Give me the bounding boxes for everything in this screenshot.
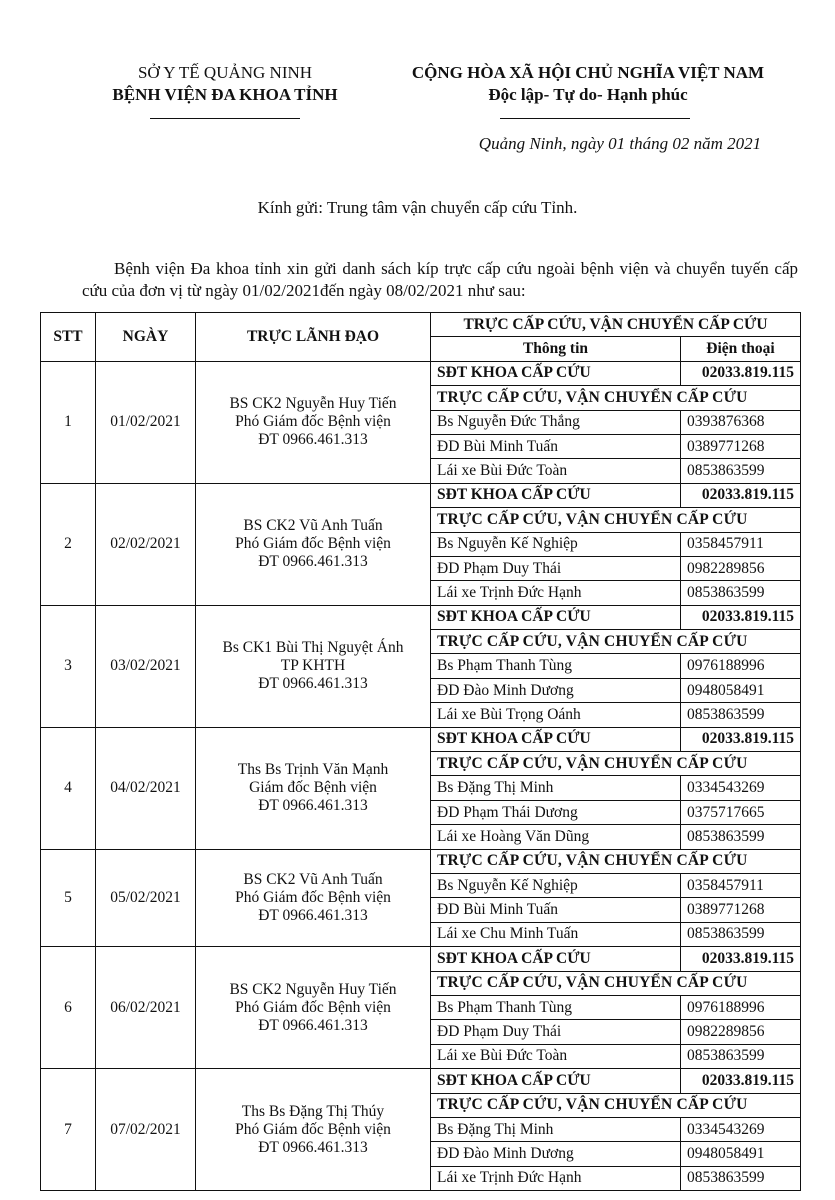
- table-row: [41, 605, 801, 629]
- leader-line: ĐT 0966.461.313: [258, 553, 368, 571]
- member-phone: 0334543269: [681, 776, 801, 800]
- header-date: NGÀY: [96, 313, 196, 362]
- team-label: TRỰC CẤP CỨU, VẬN CHUYỂN CẤP CỨU: [431, 508, 801, 532]
- member-name: Bs Đặng Thị Minh: [431, 776, 681, 800]
- row-stt: 6: [41, 947, 96, 1069]
- member-name: Lái xe Hoàng Văn Dũng: [431, 825, 681, 849]
- row-leader: [196, 1069, 431, 1191]
- row-date: 06/02/2021: [96, 947, 196, 1069]
- table-row: [41, 1069, 801, 1093]
- member-phone: 0389771268: [681, 434, 801, 458]
- row-stt: 4: [41, 727, 96, 849]
- leader-line: BS CK2 Vũ Anh Tuấn: [243, 870, 383, 888]
- national-header: [378, 62, 798, 106]
- member-name: Lái xe Bùi Đức Toàn: [431, 1044, 681, 1068]
- sdt-number: 02033.819.115: [681, 361, 801, 385]
- member-name: Lái xe Bùi Trọng Oánh: [431, 703, 681, 727]
- member-name: Lái xe Bùi Đức Toàn: [431, 459, 681, 483]
- leader-line: Phó Giám đốc Bệnh viện: [235, 998, 391, 1016]
- leader-line: Bs CK1 Bùi Thị Nguyệt Ánh: [222, 639, 404, 657]
- team-label: TRỰC CẤP CỨU, VẬN CHUYỂN CẤP CỨU: [431, 630, 801, 654]
- member-name: Bs Đặng Thị Minh: [431, 1117, 681, 1141]
- leader-line: ĐT 0966.461.313: [258, 1138, 368, 1156]
- member-name: ĐD Đào Minh Dương: [431, 1142, 681, 1166]
- leader-line: ĐT 0966.461.313: [258, 675, 368, 693]
- leader-line: Ths Bs Đặng Thị Thúy: [241, 1102, 385, 1120]
- member-phone: 0853863599: [681, 1166, 801, 1190]
- member-phone: 0853863599: [681, 459, 801, 483]
- header-info: Thông tin: [431, 337, 681, 361]
- member-name: ĐD Đào Minh Dương: [431, 678, 681, 702]
- row-date: 07/02/2021: [96, 1069, 196, 1191]
- duty-schedule-table: [40, 312, 801, 1191]
- agency-hospital: BỆNH VIỆN ĐA KHOA TỈNH: [112, 85, 338, 104]
- agency-department: SỞ Y TẾ QUẢNG NINH: [137, 63, 313, 82]
- member-name: Bs Phạm Thanh Tùng: [431, 654, 681, 678]
- sdt-label: SĐT KHOA CẤP CỨU: [431, 1069, 681, 1093]
- leader-line: Phó Giám đốc Bệnh viện: [235, 535, 391, 553]
- member-phone: 0393876368: [681, 410, 801, 434]
- leader-line: Phó Giám đốc Bệnh viện: [235, 1120, 391, 1138]
- header-stt: STT: [41, 313, 96, 362]
- team-label: TRỰC CẤP CỨU, VẬN CHUYỂN CẤP CỨU: [431, 971, 801, 995]
- member-name: Lái xe Chu Minh Tuấn: [431, 922, 681, 946]
- member-name: Lái xe Trịnh Đức Hạnh: [431, 581, 681, 605]
- member-phone: 0334543269: [681, 1117, 801, 1141]
- member-phone: 0982289856: [681, 556, 801, 580]
- row-leader: [196, 483, 431, 605]
- member-name: ĐD Bùi Minh Tuấn: [431, 434, 681, 458]
- row-date: 03/02/2021: [96, 605, 196, 727]
- leader-line: Phó Giám đốc Bệnh viện: [235, 413, 391, 431]
- member-name: Bs Phạm Thanh Tùng: [431, 995, 681, 1019]
- sdt-label: SĐT KHOA CẤP CỨU: [431, 947, 681, 971]
- header-leader: TRỰC LÃNH ĐẠO: [196, 313, 431, 362]
- table-row: [41, 947, 801, 971]
- intro-paragraph: Bệnh viện Đa khoa tỉnh xin gửi danh sách kíp trực cấp cứu ngoài bệnh viện và chuyển tuyến cấp cứu của đơn vị từ ngày 01/02/2021đến ngày 08/02/2021 như sau:: [82, 259, 798, 300]
- row-leader: [196, 605, 431, 727]
- member-phone: 0853863599: [681, 703, 801, 727]
- member-name: Bs Nguyễn Đức Thắng: [431, 410, 681, 434]
- member-phone: 0976188996: [681, 654, 801, 678]
- table-row: [41, 483, 801, 507]
- row-date: 04/02/2021: [96, 727, 196, 849]
- sdt-label: SĐT KHOA CẤP CỨU: [431, 605, 681, 629]
- member-phone: 0982289856: [681, 1020, 801, 1044]
- row-leader: [196, 849, 431, 947]
- row-date: 02/02/2021: [96, 483, 196, 605]
- member-phone: 0948058491: [681, 1142, 801, 1166]
- leader-line: Giám đốc Bệnh viện: [249, 779, 377, 797]
- member-phone: 0389771268: [681, 898, 801, 922]
- table-body: [41, 361, 801, 1190]
- leader-line: Phó Giám đốc Bệnh viện: [235, 888, 391, 906]
- member-phone: 0853863599: [681, 825, 801, 849]
- member-name: ĐD Phạm Duy Thái: [431, 1020, 681, 1044]
- row-leader: [196, 727, 431, 849]
- row-stt: 7: [41, 1069, 96, 1191]
- leader-line: ĐT 0966.461.313: [258, 797, 368, 815]
- table-row: [41, 727, 801, 751]
- header-phone: Điện thoại: [681, 337, 801, 361]
- row-date: 01/02/2021: [96, 361, 196, 483]
- member-phone: 0358457911: [681, 532, 801, 556]
- member-name: Lái xe Trịnh Đức Hạnh: [431, 1166, 681, 1190]
- leader-line: BS CK2 Nguyễn Huy Tiến: [229, 980, 397, 998]
- row-date: 05/02/2021: [96, 849, 196, 947]
- member-name: Bs Nguyễn Kế Nghiệp: [431, 873, 681, 897]
- motto-underline: [500, 118, 690, 119]
- member-phone: 0375717665: [681, 800, 801, 824]
- row-leader: [196, 361, 431, 483]
- team-label: TRỰC CẤP CỨU, VẬN CHUYỂN CẤP CỨU: [431, 752, 801, 776]
- leader-line: ĐT 0966.461.313: [258, 431, 368, 449]
- row-stt: 1: [41, 361, 96, 483]
- agency-underline: [150, 118, 300, 119]
- member-name: Bs Nguyễn Kế Nghiệp: [431, 532, 681, 556]
- row-leader: [196, 947, 431, 1069]
- sdt-label: SĐT KHOA CẤP CỨU: [431, 361, 681, 385]
- table-row: [41, 361, 801, 385]
- leader-line: TP KHTH: [280, 657, 346, 675]
- national-name: CỘNG HÒA XÃ HỘI CHỦ NGHĨA VIỆT NAM: [411, 63, 765, 82]
- team-label: TRỰC CẤP CỨU, VẬN CHUYỂN CẤP CỨU: [431, 849, 801, 873]
- member-phone: 0853863599: [681, 581, 801, 605]
- leader-line: ĐT 0966.461.313: [258, 906, 368, 924]
- leader-line: Ths Bs Trịnh Văn Mạnh: [237, 761, 389, 779]
- member-phone: 0358457911: [681, 873, 801, 897]
- sdt-number: 02033.819.115: [681, 727, 801, 751]
- member-name: ĐD Phạm Thái Dương: [431, 800, 681, 824]
- member-phone: 0976188996: [681, 995, 801, 1019]
- row-stt: 3: [41, 605, 96, 727]
- header-team-group: TRỰC CẤP CỨU, VẬN CHUYỂN CẤP CỨU: [431, 313, 801, 337]
- leader-line: BS CK2 Vũ Anh Tuấn: [243, 517, 383, 535]
- member-name: ĐD Phạm Duy Thái: [431, 556, 681, 580]
- leader-line: ĐT 0966.461.313: [258, 1016, 368, 1034]
- sdt-number: 02033.819.115: [681, 947, 801, 971]
- member-name: ĐD Bùi Minh Tuấn: [431, 898, 681, 922]
- leader-line: BS CK2 Nguyễn Huy Tiến: [229, 395, 397, 413]
- document-date: Quảng Ninh, ngày 01 tháng 02 năm 2021: [478, 134, 762, 153]
- sdt-label: SĐT KHOA CẤP CỨU: [431, 483, 681, 507]
- sdt-number: 02033.819.115: [681, 605, 801, 629]
- row-stt: 2: [41, 483, 96, 605]
- sdt-number: 02033.819.115: [681, 483, 801, 507]
- agency-header: [80, 62, 370, 106]
- row-stt: 5: [41, 849, 96, 947]
- member-phone: 0948058491: [681, 678, 801, 702]
- team-label: TRỰC CẤP CỨU, VẬN CHUYỂN CẤP CỨU: [431, 1093, 801, 1117]
- sdt-label: SĐT KHOA CẤP CỨU: [431, 727, 681, 751]
- national-motto: Độc lập- Tự do- Hạnh phúc: [488, 85, 688, 104]
- team-label: TRỰC CẤP CỨU, VẬN CHUYỂN CẤP CỨU: [431, 386, 801, 410]
- member-phone: 0853863599: [681, 922, 801, 946]
- table-row: [41, 849, 801, 873]
- table-header-row: [41, 313, 801, 337]
- recipient-line: Kính gửi: Trung tâm vận chuyển cấp cứu Tỉnh.: [257, 198, 578, 217]
- sdt-number: 02033.819.115: [681, 1069, 801, 1093]
- member-phone: 0853863599: [681, 1044, 801, 1068]
